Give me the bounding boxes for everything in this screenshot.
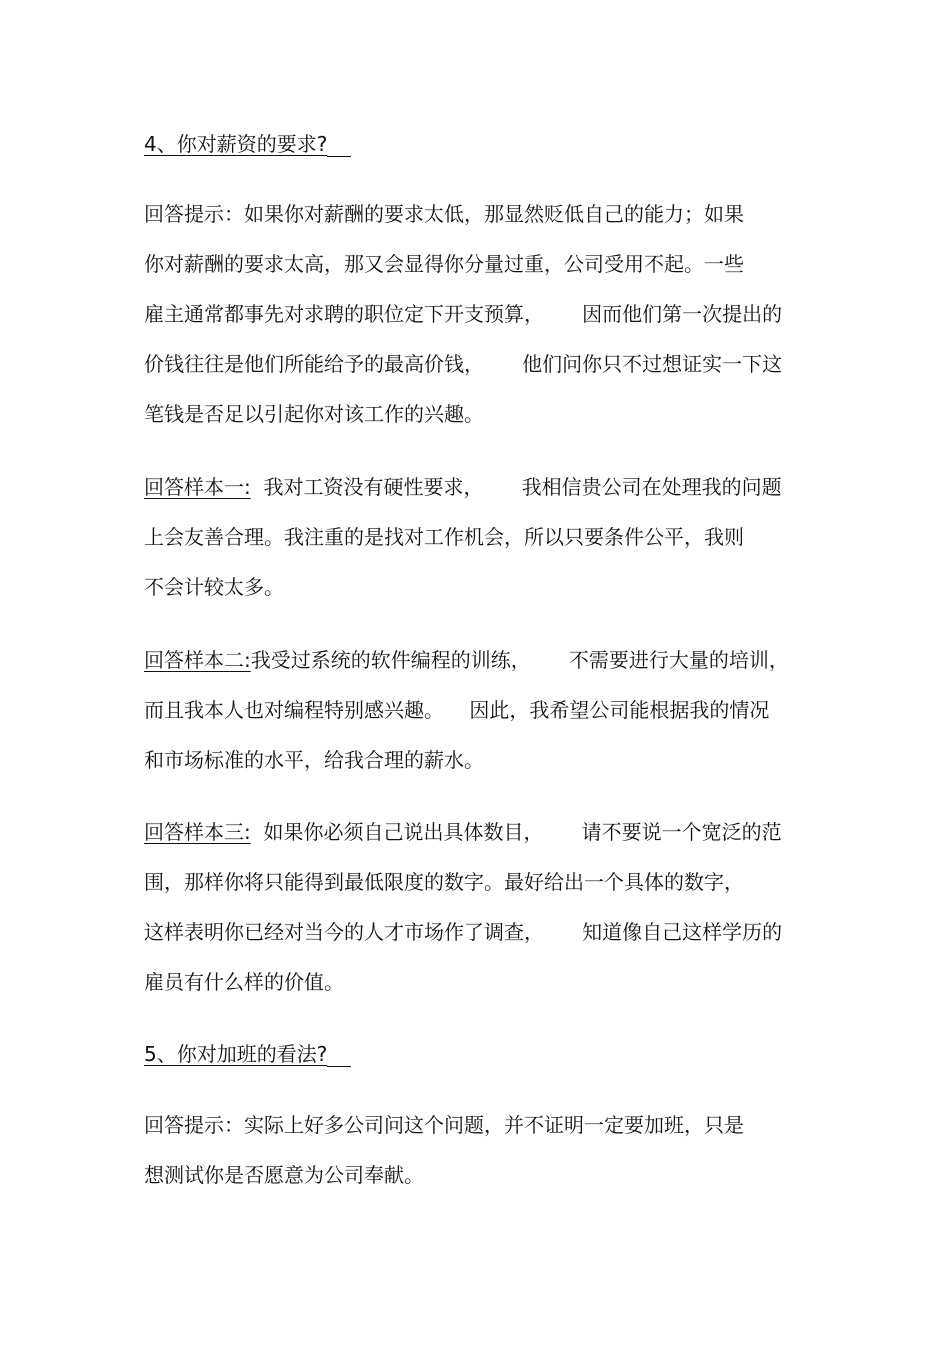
question-4-heading-text: 4、你对薪资的要求? <box>144 132 328 156</box>
q4-tip-line-1: 回答提示：如果你对薪酬的要求太低，那显然贬低自己的能力；如果 <box>144 202 744 226</box>
heading-underline <box>327 1066 351 1067</box>
sample-1-label: 回答样本一: <box>144 475 251 499</box>
sample-1-line-3: 不会计较太多。 <box>144 575 284 599</box>
sample-1-line-2: 上会友善合理。我注重的是找对工作机会，所以只要条件公平，我则 <box>144 525 744 549</box>
heading-underline <box>327 156 351 157</box>
q4-tip-line-2: 你对薪酬的要求太高，那又会显得你分量过重，公司受用不起。一些 <box>144 252 744 276</box>
sample-3-line-3: 这样表明你已经对当今的人才市场作了调查， 知道像自己这样学历的 <box>144 920 783 944</box>
sample-3-line-1 <box>144 819 782 845</box>
sample-2-text-1: 我受过系统的软件编程的训练， 不需要进行大量的培训， <box>250 648 789 672</box>
question-4-heading <box>144 131 351 157</box>
sample-1-line-1 <box>144 474 782 500</box>
question-5-heading <box>144 1041 351 1067</box>
sample-3-line-2: 围，那样你将只能得到最低限度的数字。最好给出一个具体的数字， <box>144 870 744 894</box>
sample-2-line-2: 而且我本人也对编程特别感兴趣。 因此，我希望公司能根据我的情况 <box>144 698 770 722</box>
q4-tip-line-3: 雇主通常都事先对求聘的职位定下开支预算， 因而他们第一次提出的 <box>144 302 783 326</box>
question-5-heading-text: 5、你对加班的看法? <box>144 1042 328 1066</box>
q5-tip-line-2: 想测试你是否愿意为公司奉献。 <box>144 1163 424 1187</box>
sample-3-label: 回答样本三: <box>144 820 251 844</box>
q4-tip-line-5: 笔钱是否足以引起你对该工作的兴趣。 <box>144 402 484 426</box>
sample-2-line-1 <box>144 647 789 673</box>
sample-2-label: 回答样本二: <box>144 648 251 672</box>
sample-3-line-4: 雇员有什么样的价值。 <box>144 970 344 994</box>
sample-2-line-3: 和市场标准的水平，给我合理的薪水。 <box>144 748 484 772</box>
sample-1-text-1: 我对工资没有硬性要求， 我相信贵公司在处理我的问题 <box>250 475 782 499</box>
q5-tip-line-1: 回答提示：实际上好多公司问这个问题，并不证明一定要加班，只是 <box>144 1113 744 1137</box>
sample-3-text-1: 如果你必须自己说出具体数目， 请不要说一个宽泛的范 <box>250 820 782 844</box>
q4-tip-line-4: 价钱往往是他们所能给予的最高价钱， 他们问你只不过想证实一下这 <box>144 352 783 376</box>
